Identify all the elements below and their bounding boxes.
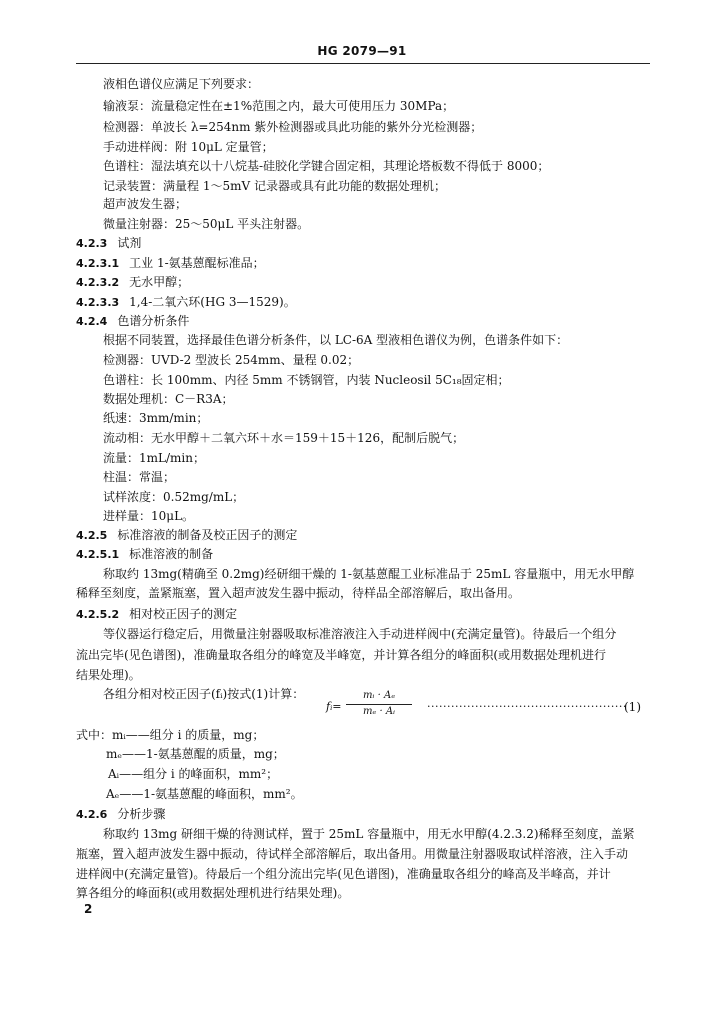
paragraph-line: 流出完毕(见色谱图)，准确量取各组分的峰宽及半峰宽，并计算各组分的峰面积(或用数据处理机进行 [76, 648, 607, 662]
paragraph-line: 稀释至刻度，盖紧瓶塞，置入超声波发生器中振动，待样品全部溶解后，取出备用。 [76, 586, 521, 600]
item-number: 4.2.3.2 [76, 276, 120, 289]
intro-line: 液相色谱仪应满足下列要求： [103, 77, 260, 91]
intro-line: 检测器：单波长 λ=254nm 紫外检测器或具此功能的紫外分光检测器； [103, 120, 483, 134]
condition-line: 纸速：3mm/min； [103, 411, 209, 425]
paragraph-line: 结果处理)。 [76, 668, 141, 682]
paragraph-line: 进样阀中(充满定量管)。待最后一个组分流出完毕(见色谱图)，准确量取各组分的峰高及半峰高，并计 [76, 867, 611, 881]
header-rule [76, 63, 650, 64]
condition-line: 检测器：UVD-2 型波长 254mm、量程 0.02； [103, 353, 360, 367]
intro-line: 手动进样阀：附 10μL 定量管； [103, 140, 274, 154]
paragraph-line: 称取约 13mg(精确至 0.2mg)经研细干燥的 1-氨基蒽醌工业标准品于 25mL 容量瓶中，用无水甲醇 [103, 567, 635, 581]
section-number: 4.2.3 [76, 237, 108, 250]
condition-line: 根据不同装置，选择最佳色谱分析条件，以 LC-6A 型液相色谱仪为例，色谱条件如下： [103, 333, 569, 347]
formula-denominator: mₑ · Aᵢ [362, 706, 396, 717]
paragraph-line: 瓶塞，置入超声波发生器中振动，待试样全部溶解后，取出备用。用微量注射器吸取试样溶液，注入手动 [76, 847, 629, 861]
formula-leader-dots: ·················································· [427, 700, 627, 713]
item-text: 无水甲醇； [129, 275, 190, 289]
item-text: 1,4-二氧六环(HG 3—1529)。 [129, 295, 296, 309]
subsection-factor [76, 606, 237, 623]
reagent-item [76, 255, 265, 272]
condition-line: 数据处理机：C－R3A； [103, 392, 234, 406]
section-title: 标准溶液的制备 [129, 547, 214, 561]
section-title: 相对校正因子的测定 [129, 607, 238, 621]
fraction-bar [346, 704, 412, 705]
item-number: 4.2.3.3 [76, 296, 120, 309]
item-number: 4.2.3.1 [76, 257, 120, 270]
equation-number: (1) [624, 700, 641, 714]
section-title: 试剂 [117, 236, 142, 250]
intro-line: 微量注射器：25～50μL 平头注射器。 [103, 217, 310, 231]
section-number: 4.2.5 [76, 529, 108, 542]
condition-line: 流动相：无水甲醇＋二氧六环＋水＝159＋15＋126，配制后脱气； [103, 431, 465, 445]
intro-line: 超声波发生器； [103, 197, 188, 211]
condition-line: 色谱柱：长 100mm、内径 5mm 不锈钢管，内装 Nucleosil 5C₁₈固定相； [103, 373, 510, 387]
formula-intro: 各组分相对校正因子(fᵢ)按式(1)计算： [103, 687, 305, 701]
section-title: 色谱分析条件 [117, 314, 190, 328]
where-line: 式中：mᵢ——组分 i 的质量，mg； [76, 728, 265, 742]
paragraph-line: 等仪器运行稳定后，用微量注射器吸取标准溶液注入手动进样阀中(充满定量管)。待最后一个组分 [103, 627, 617, 641]
section-number: 4.2.6 [76, 808, 108, 821]
paragraph-line: 称取约 13mg 研细干燥的待测试样，置于 25mL 容量瓶中，用无水甲醇(4.2.3.2)稀释至刻度，盖紧 [103, 827, 635, 841]
section-number: 4.2.5.1 [76, 548, 120, 561]
section-number: 4.2.4 [76, 315, 108, 328]
standard-code-header: HG 2079—91 [317, 44, 407, 58]
intro-line: 记录装置：满量程 1～5mV 记录器或具有此功能的数据处理机； [103, 179, 446, 193]
reagent-item [76, 274, 189, 291]
subsection-prep [76, 546, 213, 563]
where-line: Aₑ——1-氨基蒽醌的峰面积，mm²。 [106, 787, 303, 801]
condition-line: 试样浓度：0.52mg/mL； [103, 490, 245, 504]
condition-line: 进样量：10μL。 [103, 509, 195, 523]
condition-line: 柱温：常温； [103, 470, 176, 484]
section-analysis [76, 806, 165, 823]
intro-line: 色谱柱：湿法填充以十八烷基-硅胶化学键合固定相，其理论塔板数不得低于 8000； [103, 159, 550, 173]
formula-numerator: mᵢ · Aₑ [362, 690, 396, 701]
reagent-item [76, 294, 296, 311]
item-text: 工业 1-氨基蒽醌标准品； [129, 256, 265, 270]
section-standard-prep [76, 527, 297, 544]
intro-line: 输液泵：流量稳定性在±1%范围之内，最大可使用压力 30MPa； [103, 99, 455, 113]
section-number: 4.2.5.2 [76, 608, 120, 621]
paragraph-line: 算各组分的峰面积(或用数据处理机进行结果处理)。 [76, 886, 350, 900]
formula-lhs: fᵢ= [326, 700, 342, 713]
page-number: 2 [84, 902, 93, 916]
section-reagents [76, 235, 141, 252]
section-conditions [76, 313, 189, 330]
condition-line: 流量：1mL/min； [103, 451, 205, 465]
where-line: Aᵢ——组分 i 的峰面积，mm²； [108, 767, 279, 781]
section-title: 标准溶液的制备及校正因子的测定 [117, 528, 298, 542]
where-line: mₑ——1-氨基蒽醌的质量，mg； [106, 747, 285, 761]
section-title: 分析步骤 [117, 807, 166, 821]
